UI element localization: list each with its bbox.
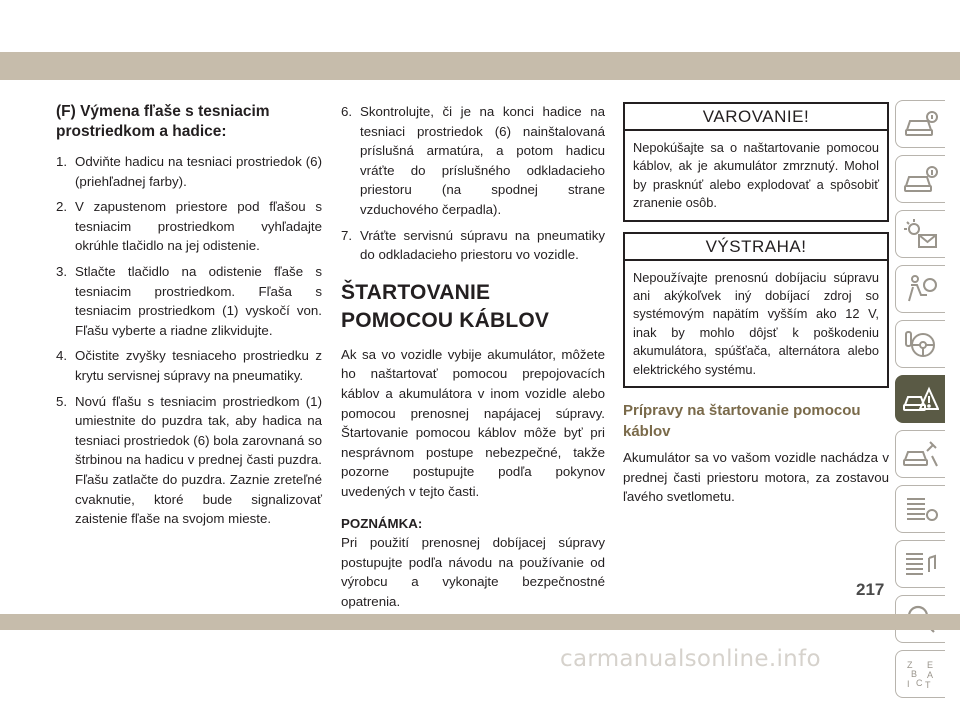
column-right xyxy=(623,102,889,515)
tab-lights-messages[interactable] xyxy=(895,210,945,258)
caution-box xyxy=(623,232,889,388)
section-heading-bottle-replacement: (F) Výmena fľaše s tesniacim prostriedkom a hadice: xyxy=(56,103,270,140)
warning-text: Nepokúšajte sa o naštartovanie pomocou káblov, ak je akumulátor zmrznutý. Mohol by prasknúť alebo explodovať a spôsobiť zranenie osôb. xyxy=(633,140,879,211)
list-item: 2. V zapustenom priestore pod fľašou s tesniacim prostriedkom vyhľadajte okrúhle tlačidlo na jej odistenie. xyxy=(56,199,322,254)
steps-list xyxy=(56,152,322,529)
svg-text:C: C xyxy=(915,678,922,688)
caution-text: Nepoužívajte prenosnú dobíjaciu súpravu ani akýkoľvek iný dobíjací zdroj so systémovým napätím vyšším ako 12 V, inak by mohlo dôjsť k poškodeniu akumulátora, spúšťača, alternátora alebo elektrického systému. xyxy=(633,269,879,377)
list-item: 6. Skontrolujte, či je na konci hadice na tesniaci prostriedok (6) nainštalovaná príslušná armatúra, a potom hadicu vráťte do príslušného odkladacieho priestoru (na spodnej strane vzduchového čerpadla). xyxy=(341,104,605,217)
list-item: 3. Stlačte tlačidlo na odistenie fľaše s tesniacim prostriedkom. Fľaša s tesniacim prostriedkom (1) vyskočí von. Fľašu vyberte a riadne zlikvidujte. xyxy=(56,263,322,338)
svg-text:A: A xyxy=(926,670,933,680)
svg-text:E: E xyxy=(926,660,933,670)
jump-start-paragraph: Ak sa vo vozidle vybije akumulátor, môžete ho naštartovať pomocou prepojovacích káblov a akumulátora v inom vozidle alebo pomocou prenosnej napájacej súpravy. Štartovanie pomocou káblov môže byť pri nesprávnom postupe nebezpečné, takže pozorne postupujte podľa pokynov uvedených v tejto časti. xyxy=(341,346,605,499)
tab-service[interactable] xyxy=(895,430,945,478)
tab-safety[interactable] xyxy=(895,265,945,313)
tab-index[interactable] xyxy=(895,650,945,698)
page-number: 217 xyxy=(856,580,885,599)
steps-list-continued xyxy=(341,102,605,265)
svg-text:B: B xyxy=(910,669,917,679)
svg-text:I: I xyxy=(906,679,910,689)
car-service-icon xyxy=(903,438,939,470)
svg-text:Z: Z xyxy=(906,660,912,670)
list-item: 1. Odviňte hadicu na tesniaci prostriedok (6) (priehľadnej farby). xyxy=(56,154,322,189)
list-item: 7. Vráťte servisnú súpravu na pneumatiky do odkladacieho priestoru vo vozidle. xyxy=(341,227,605,263)
tab-driving[interactable] xyxy=(895,320,945,368)
column-middle xyxy=(341,102,605,619)
note-label: POZNÁMKA: xyxy=(341,515,423,531)
tab-multimedia[interactable] xyxy=(895,540,945,588)
svg-text:T: T xyxy=(924,680,930,690)
section-subheading-preparations: Prípravy na štartovanie pomocou káblov xyxy=(623,402,861,441)
tab-car-info[interactable] xyxy=(895,100,945,148)
tab-emergency[interactable] xyxy=(895,375,945,423)
car-warning-icon xyxy=(903,383,939,415)
column-left xyxy=(56,102,322,535)
steering-wheel-icon xyxy=(903,328,939,360)
watermark: carmanualsonline.info xyxy=(560,646,821,672)
seatbelt-airbag-icon xyxy=(903,273,939,305)
list-item: 5. Novú fľašu s tesniacim prostriedkom (1) umiestnite do puzdra tak, aby hadica na tesniaci prostriedok (6) bola zarovnaná so štrbinou na hadicu v prednej časti puzdra. Fľašu zatlačte do puzdra. Zaznie zreteľné cvaknutie, ktoré bude signalizovať zaistenie fľaše na svojom mieste. xyxy=(56,393,322,527)
car-info-icon xyxy=(903,108,939,140)
light-mail-icon xyxy=(903,218,939,250)
car-dashboard-icon xyxy=(903,163,939,195)
section-heading-jump-start: ŠTARTOVANIE POMOCOU KÁBLOV xyxy=(341,280,550,332)
top-decorative-band xyxy=(0,52,960,80)
note-text: Pri použití prenosnej dobíjacej súpravy postupujte podľa návodu na používanie od výrobcu a vykonajte bezpečnostné opatrenia. xyxy=(341,535,605,609)
warning-title: VAROVANIE! xyxy=(625,104,887,131)
index-letters-icon xyxy=(903,658,939,690)
bottom-decorative-band xyxy=(0,614,960,630)
tab-specifications[interactable] xyxy=(895,485,945,533)
warning-box xyxy=(623,102,889,222)
caution-title: VÝSTRAHA! xyxy=(625,234,887,261)
battery-location-paragraph: Akumulátor sa vo vašom vozidle nachádza v prednej časti priestoru motora, za zostavou ľavého svetlometu. xyxy=(623,450,889,505)
specs-list-icon xyxy=(903,493,939,525)
list-item: 4. Očistite zvyšky tesniaceho prostriedku z krytu servisnej súpravy na pneumatiky. xyxy=(56,348,322,383)
media-list-icon xyxy=(903,548,939,580)
tab-car-dashboard[interactable] xyxy=(895,155,945,203)
